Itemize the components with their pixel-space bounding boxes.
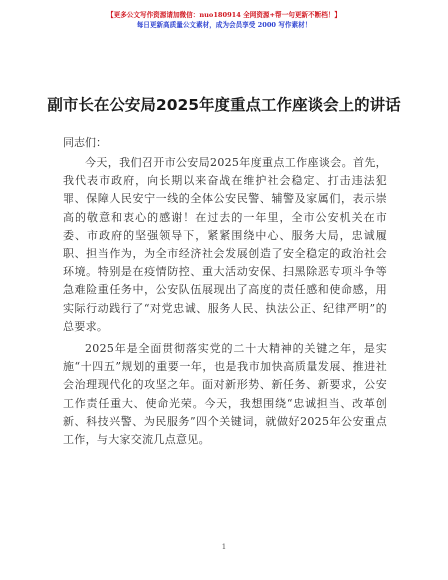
banner-promo-line: 【更多公文写作资源请加微信：nuo180914 全网资源+帮一句更新不断档！】 xyxy=(107,11,341,19)
document-title: 副市长在公安局2025年度重点工作座谈会上的讲话 xyxy=(47,96,401,114)
page-number: 1 xyxy=(221,543,227,551)
salutation: 同志们： xyxy=(63,136,107,149)
paragraph: 今天，我们召开市公安局2025年度重点工作座谈会。首先，我代表市政府，向长期以来奋战在维护社会稳定、打击违法犯罪、保障人民安宁一线的全体公安民警、辅警及家属们，表示崇高的敬意和衷心的感谢！在过去的一年里，全市公安机关在市委、市政府的坚强领导下，紧紧围绕中心、服务大局，忠诚履职、担当作为，为全市经济社会发展创造了安全稳定的政治社会环境。特别是在疫情防控、重大活动安保、扫黑除恶专项斗争等急难险重任务中，公安队伍展现出了高度的责任感和使命感，用实际行动践行了“对党忠诚、服务人民、执法公正、纪律严明”的总要求。 xyxy=(63,156,387,333)
document-body xyxy=(63,154,387,449)
banner-member-line: 每日更新高质量公文素材，成为会员享受 2000 写作素材！ xyxy=(136,21,312,29)
paragraph: 2025年是全面贯彻落实党的二十大精神的关键之年，是实施“十四五”规划的重要一年，也是我市加快高质量发展、推进社会治理现代化的攻坚之年。面对新形势、新任务、新要求，公安工作责任重大、使命光荣。今天，我想围绕“忠诚担当、改革创新、科技兴警、为民服务”四个关键词，就做好2025年公安重点工作，与大家交流几点意见。 xyxy=(63,342,387,447)
header-banner xyxy=(0,10,448,30)
